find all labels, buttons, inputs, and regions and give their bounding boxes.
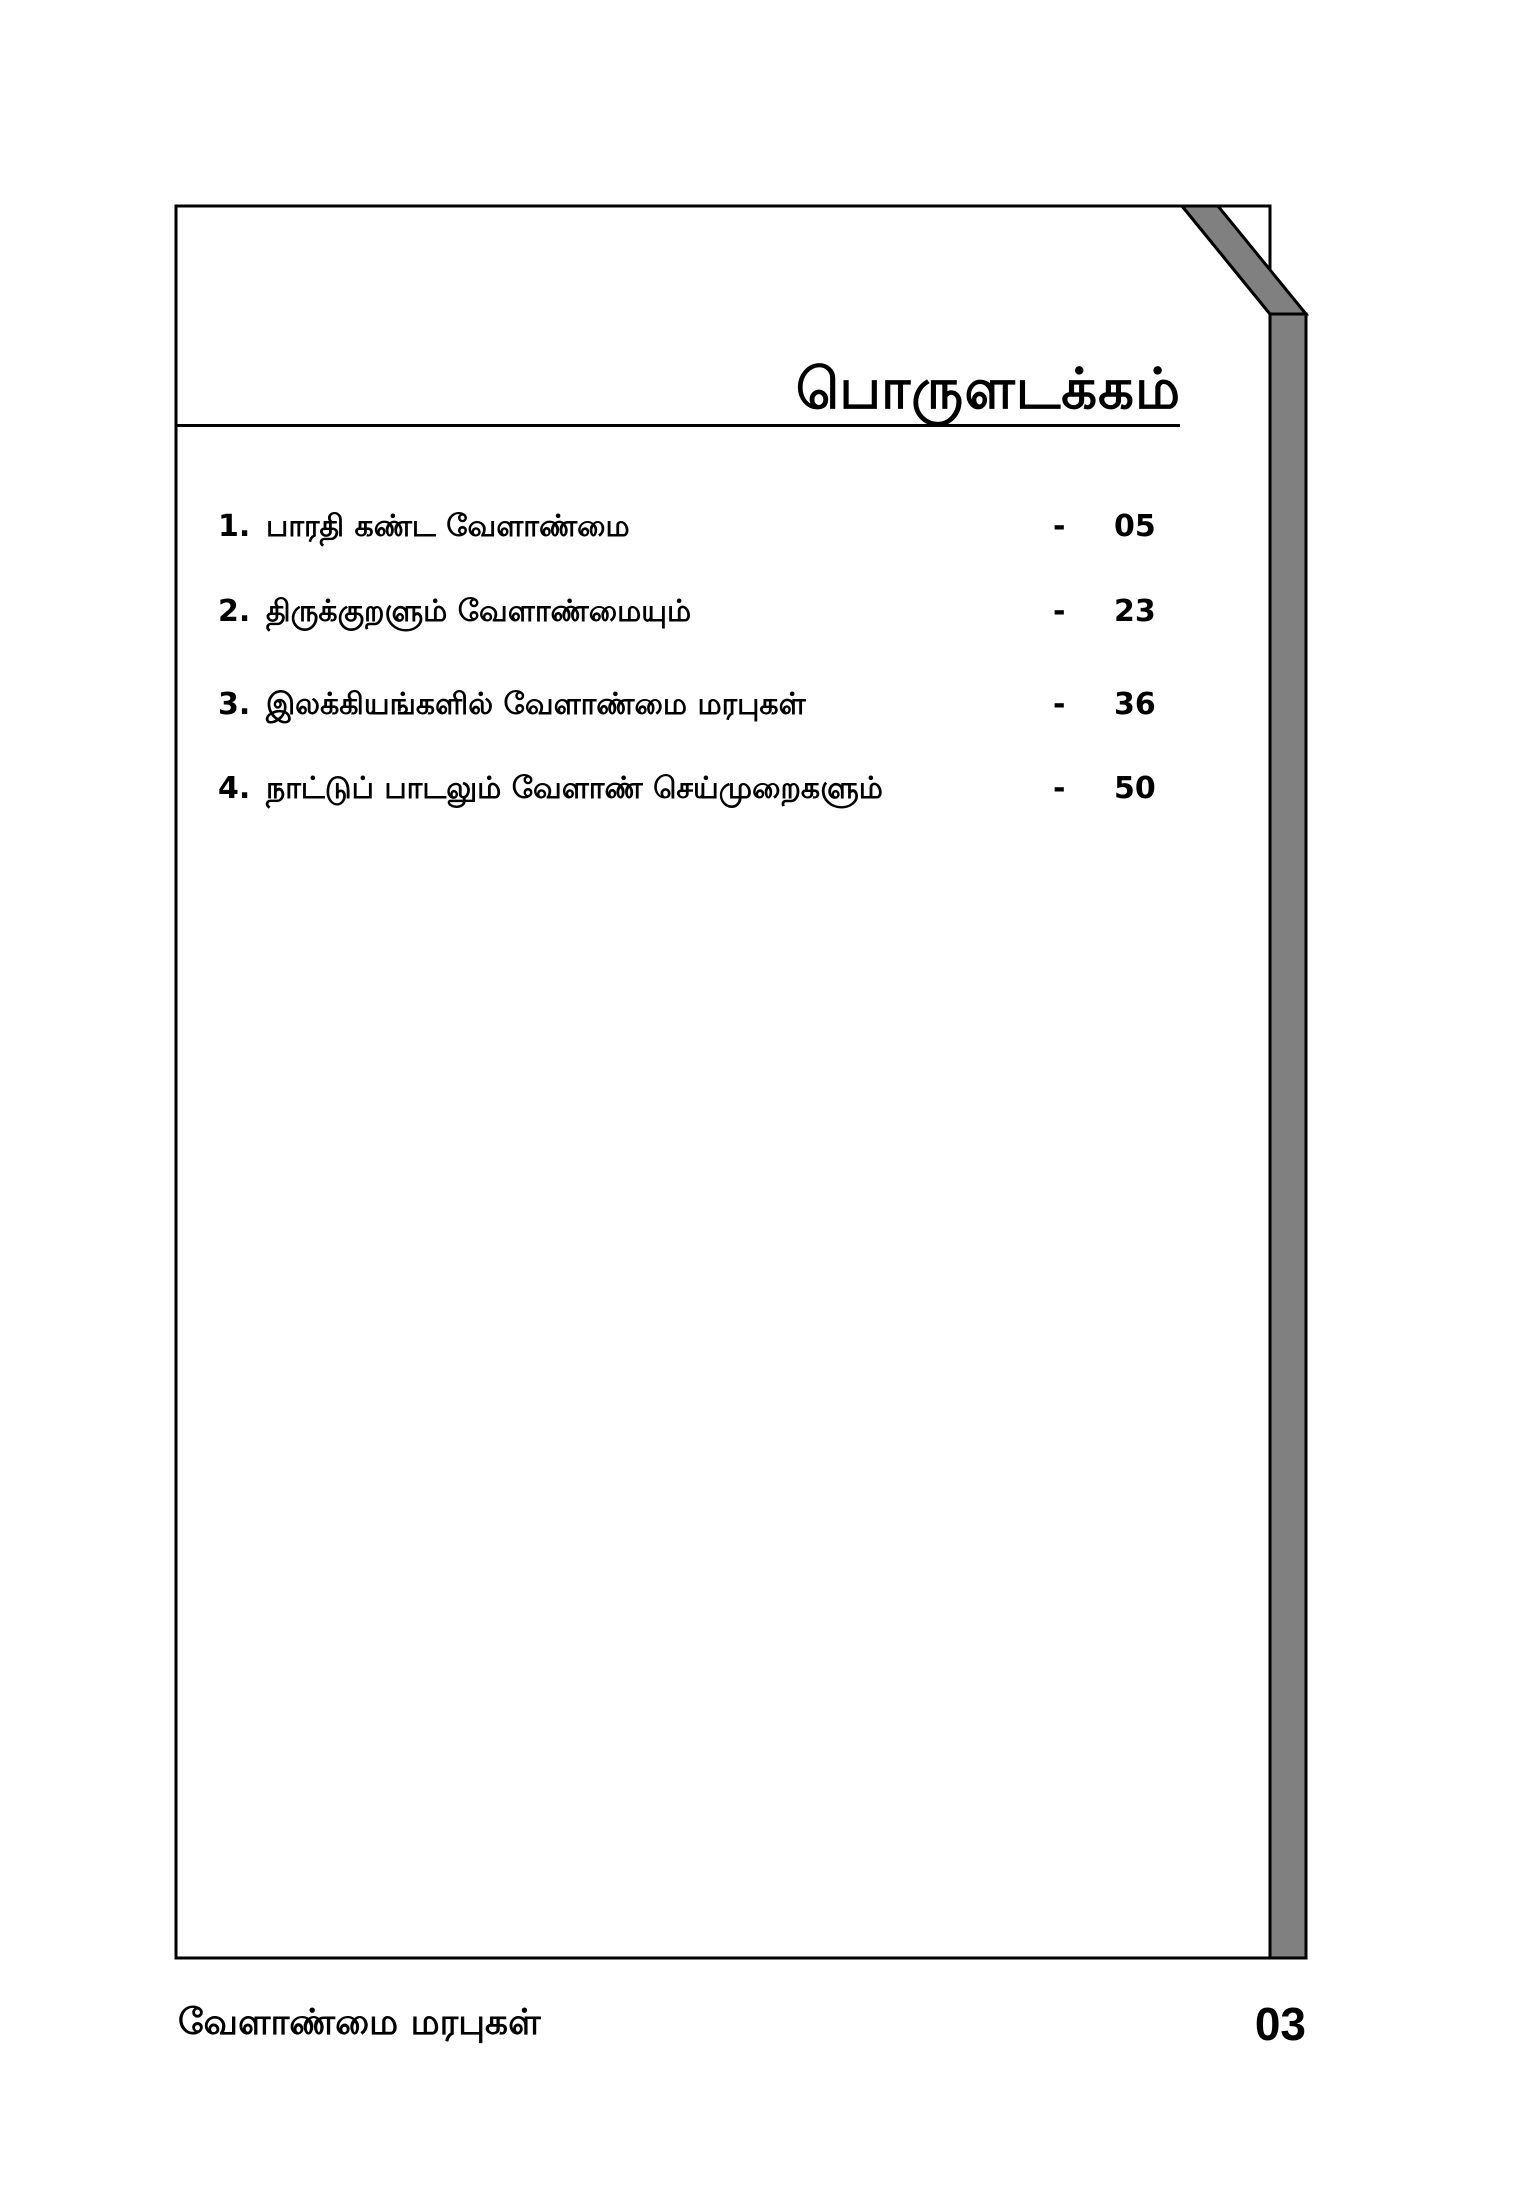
toc-entry-page: 50 bbox=[1114, 771, 1156, 806]
footer-book-title: வேளாண்மை மரபுகள் bbox=[178, 2002, 541, 2043]
toc-entry-number: 2. bbox=[218, 594, 251, 629]
toc-entry-number: 3. bbox=[218, 687, 251, 722]
page-title: பொருளடக்கம் bbox=[795, 357, 1181, 422]
toc-entry-number: 4. bbox=[218, 771, 251, 806]
toc-entry-title: நாட்டுப் பாடலும் வேளாண் செய்முறைகளும் bbox=[266, 771, 883, 806]
toc-entry-title: இலக்கியங்களில் வேளாண்மை மரபுகள் bbox=[266, 687, 806, 722]
toc-entry[interactable] bbox=[218, 767, 1168, 811]
toc-entry-page: 36 bbox=[1114, 687, 1156, 722]
toc-entry-separator: - bbox=[1053, 594, 1066, 629]
toc-entry-title: திருக்குறளும் வேளாண்மையும் bbox=[266, 594, 692, 629]
spine-bar bbox=[1182, 206, 1306, 1958]
toc-entry-title: பாரதி கண்ட வேளாண்மை bbox=[266, 509, 630, 544]
toc-entry-separator: - bbox=[1053, 687, 1066, 722]
footer-page-number: 03 bbox=[1254, 1998, 1306, 2050]
toc-entry-number: 1. bbox=[218, 509, 251, 544]
toc-entry[interactable] bbox=[218, 590, 1168, 634]
toc-entry-separator: - bbox=[1053, 509, 1066, 544]
table-of-contents bbox=[218, 505, 1168, 811]
toc-entry-separator: - bbox=[1053, 771, 1066, 806]
spine-bevel bbox=[1182, 206, 1306, 314]
toc-entry[interactable] bbox=[218, 683, 1168, 727]
toc-entry-page: 05 bbox=[1114, 509, 1156, 544]
toc-entry[interactable] bbox=[218, 505, 1168, 549]
title-divider bbox=[176, 424, 1180, 427]
content-box bbox=[176, 206, 1270, 1958]
toc-entry-page: 23 bbox=[1114, 594, 1156, 629]
